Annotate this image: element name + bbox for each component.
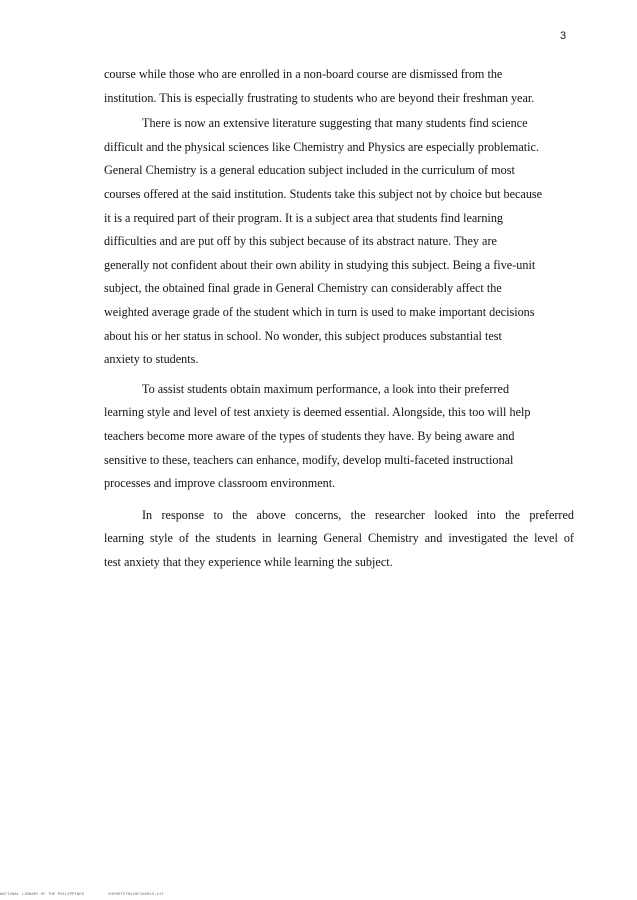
text-line: difficulties and are put off by this subject because of its abstract nature. They are <box>104 234 497 249</box>
text-line: learning style and level of test anxiety is deemed essential. Alongside, this too will help <box>104 405 531 420</box>
text-line: difficult and the physical sciences like Chemistry and Physics are especially problematic. <box>104 139 540 154</box>
footer-code: B1P00TE7B140F1A0913.tif <box>108 893 164 897</box>
text-line: generally not confident about their own ability in studying this subject. Being a five-unit <box>104 257 536 272</box>
text-line: sensitive to these, teachers can enhance, modify, develop multi-faceted instructional <box>104 452 514 467</box>
text-line: There is now an extensive literature suggesting that many students find science <box>142 116 528 131</box>
text-line: General Chemistry is a general education subject included in the curriculum of most <box>104 163 515 178</box>
text-line: test anxiety that they experience while learning the subject. <box>104 554 393 569</box>
text-line: courses offered at the said institution. Students take this subject not by choice but because <box>104 186 543 201</box>
scan-footer <box>0 893 186 897</box>
text-line: processes and improve classroom environment. <box>104 476 336 491</box>
paragraph-3 <box>104 378 574 496</box>
page-number: 3 <box>560 30 567 42</box>
text-line: teachers become more aware of the types of students they have. By being aware and <box>104 428 515 443</box>
text-line: institution. This is especially frustrating to students who are beyond their freshman year. <box>104 90 535 105</box>
paragraph-2 <box>104 112 574 372</box>
text-line: anxiety to students. <box>104 352 199 367</box>
text-line: about his or her status in school. No wonder, this subject produces substantial test <box>104 328 502 343</box>
text-line: it is a required part of their program. It is a subject area that students find learning <box>104 210 504 225</box>
text-line: To assist students obtain maximum performance, a look into their preferred <box>142 381 510 396</box>
text-line: In response to the above concerns, the researcher looked into the preferred <box>142 507 574 522</box>
paragraph-1 <box>104 63 574 110</box>
text-line: learning style of the students in learning General Chemistry and investigated the level of <box>104 531 574 546</box>
footer-library: NATIONAL LIBRARY OF THE PHILIPPINES <box>0 893 85 897</box>
text-line: subject, the obtained final grade in General Chemistry can considerably affect the <box>104 281 502 296</box>
text-line: course while those who are enrolled in a non-board course are dismissed from the <box>104 67 503 81</box>
text-line: weighted average grade of the student which in turn is used to make important decisions <box>104 304 535 319</box>
paragraph-4 <box>104 504 574 575</box>
document-body <box>104 63 574 574</box>
